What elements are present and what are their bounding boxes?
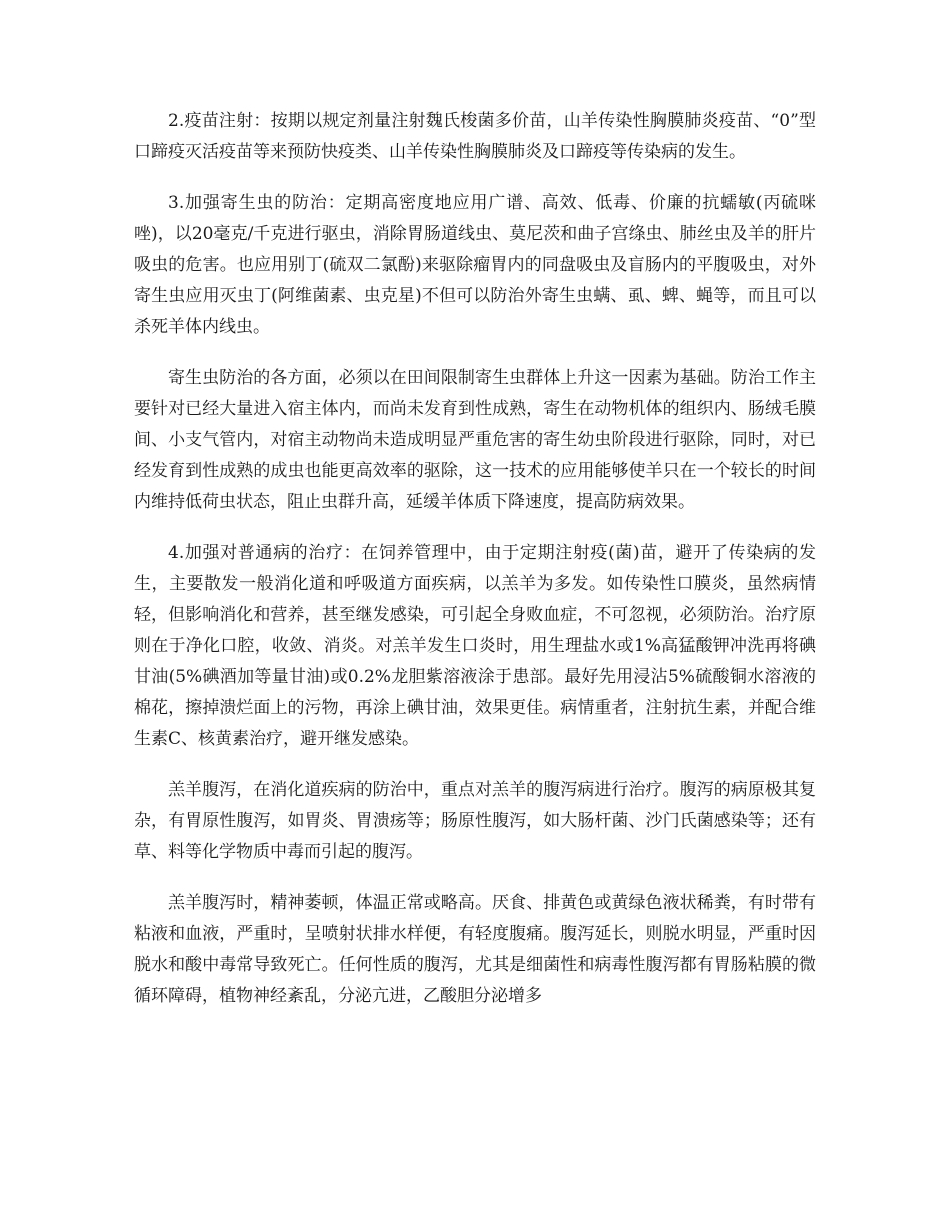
paragraph-lamb-diarrhea: 羔羊腹泻，在消化道疾病的防治中，重点对羔羊的腹泻病进行治疗。腹泻的病原极其复杂，有胃原性腹泻，如胃炎、胃溃疡等；肠原性腹泻，如大肠杆菌、沙门氏菌感染等；还有草、料等化学物质中毒而引起的腹泻。 <box>134 780 816 862</box>
paragraph-parasite-control: 3.加强寄生虫的防治：定期高密度地应用广谱、高效、低毒、价廉的抗蠕敏(丙硫咪唑)，以20毫克/千克进行驱虫，消除胃肠道线虫、莫尼茨和曲子宫绦虫、肺丝虫及羊的肝片吸虫的危害。也应用别丁(硫双二氯酚)来驱除瘤胃内的同盘吸虫及盲肠内的平腹吸虫，对外寄生虫应用灭虫丁(阿维菌素、虫克星)不但可以防治外寄生虫螨、虱、蜱、蝇等，而且可以杀死羊体内线虫。 <box>134 193 816 337</box>
paragraph-parasite-principles: 寄生虫防治的各方面，必须以在田间限制寄生虫群体上升这一因素为基础。防治工作主要针对已经大量进入宿主体内，而尚未发育到性成熟，寄生在动物机体的组织内、肠绒毛膜间、小支气管内，对宿主动物尚未造成明显严重危害的寄生幼虫阶段进行驱除，同时，对已经发育到性成熟的成虫也能更高效率的驱除，这一技术的应用能够使羊只在一个较长的时间内维持低荷虫状态，阻止虫群升高，延缓羊体质下降速度，提高防病效果。 <box>134 368 816 512</box>
document-body <box>134 106 816 1032</box>
paragraph-diarrhea-symptoms: 羔羊腹泻时，精神萎顿，体温正常或略高。厌食、排黄色或黄绿色液状稀粪，有时带有粘液和血液，严重时，呈喷射状排水样便，有轻度腹痛。腹泻延长，则脱水明显，严重时因脱水和酸中毒常导致死亡。任何性质的腹泻，尤其是细菌性和病毒性腹泻都有胃肠粘膜的微循环障碍，植物神经紊乱，分泌亢进，乙酸胆分泌增多 <box>134 893 816 1006</box>
paragraph-vaccination: 2.疫苗注射：按期以规定剂量注射魏氏梭菌多价苗，山羊传染性胸膜肺炎疫苗、“0”型口蹄疫灭活疫苗等来预防快疫类、山羊传染性胸膜肺炎及口蹄疫等传染病的发生。 <box>134 111 816 162</box>
paragraph-common-disease-treatment: 4.加强对普通病的治疗：在饲养管理中，由于定期注射疫(菌)苗，避开了传染病的发生，主要散发一般消化道和呼吸道方面疾病，以羔羊为多发。如传染性口膜炎，虽然病情轻，但影响消化和营养，甚至继发感染，可引起全身败血症，不可忽视，必须防治。治疗原则在于净化口腔，收敛、消炎。对羔羊发生口炎时，用生理盐水或1%高猛酸钾冲洗再将碘甘油(5%碘酒加等量甘油)或0.2%龙胆紫溶液涂于患部。最好先用浸沾5%硫酸铜水溶液的棉花，擦掉溃烂面上的污物，再涂上碘甘油，效果更佳。病情重者，注射抗生素，并配合维生素C、核黄素治疗，避开继发感染。 <box>134 543 816 749</box>
